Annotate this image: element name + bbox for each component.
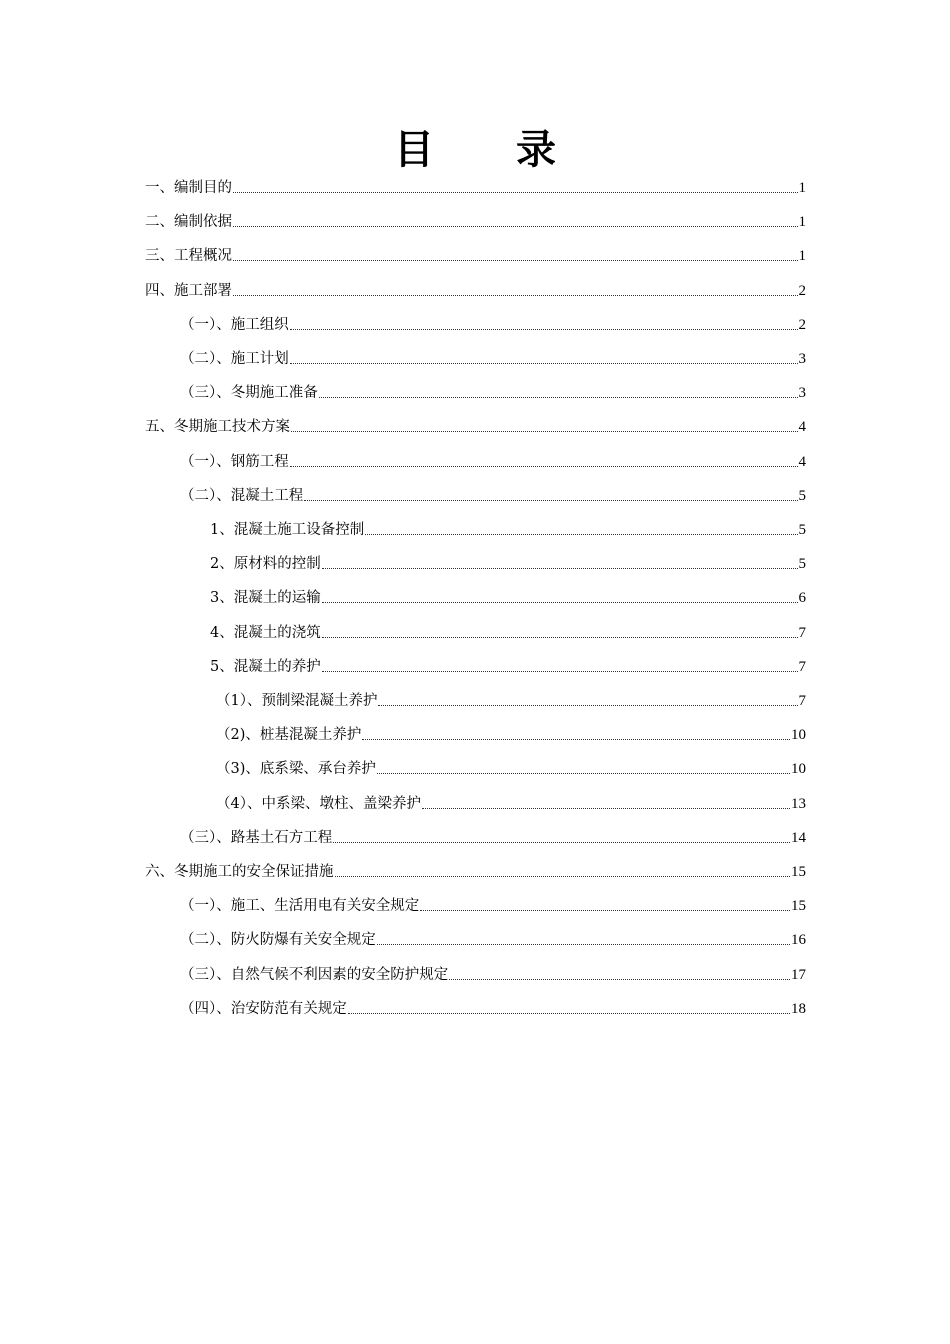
toc-entry-page-number: 7 (798, 624, 806, 641)
toc-entry-label: （一）、施工组织 (180, 316, 289, 333)
toc-entry-page-number: 7 (798, 658, 806, 675)
toc-entry-label: （四）、治安防范有关规定 (180, 1000, 347, 1017)
toc-dot-leader (322, 568, 798, 569)
toc-entry-label: 五、冬期施工技术方案 (145, 419, 290, 436)
toc-dot-leader (322, 671, 798, 672)
toc-entry-page-number: 1 (798, 214, 806, 231)
toc-entry-page-number: 18 (791, 1000, 806, 1017)
toc-entry-label: （三）、冬期施工准备 (180, 385, 318, 402)
toc-entry-label: （三）、路基土石方工程 (180, 829, 333, 846)
toc-entry-label: （1）、预制梁混凝土养护 (216, 693, 378, 709)
toc-dot-leader (348, 1013, 790, 1014)
toc-entry-label: （二）、施工计划 (180, 351, 289, 367)
toc-dot-leader (377, 773, 790, 774)
toc-entry[interactable] (216, 687, 806, 711)
toc-entry-page-number: 17 (791, 966, 806, 983)
toc-entry[interactable] (210, 550, 806, 574)
toc-entry-page-number: 15 (791, 864, 806, 880)
toc-entry-page-number: 3 (798, 385, 806, 402)
toc-entry[interactable] (180, 926, 806, 950)
toc-entry-page-number: 14 (791, 829, 806, 846)
toc-entry-label: （二）、防火防爆有关安全规定 (180, 932, 376, 949)
toc-dot-leader (233, 260, 798, 261)
toc-entry-page-number: 3 (798, 351, 806, 367)
toc-title: 目 录 (394, 127, 590, 173)
toc-entry-page-number: 4 (798, 419, 806, 436)
toc-entry[interactable] (145, 208, 806, 232)
toc-dot-leader (233, 226, 798, 227)
toc-dot-leader (290, 329, 798, 330)
toc-entry[interactable] (210, 584, 806, 608)
toc-entry[interactable] (145, 277, 806, 301)
toc-entry-label: 一、编制目的 (145, 180, 232, 196)
toc-entry-label: （4）、中系梁、墩柱、盖梁养护 (216, 795, 421, 812)
toc-entry-label: （2)、桩基混凝土养护 (216, 727, 362, 744)
toc-entry-page-number: 6 (798, 590, 806, 607)
toc-entry[interactable] (216, 755, 806, 779)
toc-entry[interactable] (210, 619, 806, 643)
toc-entry-label: （一）、施工、生活用电有关安全规定 (180, 898, 420, 915)
toc-entry-label: 四、施工部署 (145, 282, 232, 299)
toc-entry-page-number: 5 (798, 522, 806, 538)
toc-entry-page-number: 13 (791, 795, 806, 812)
toc-dot-leader (233, 192, 798, 193)
toc-dot-leader (362, 739, 790, 740)
toc-entry-page-number: 10 (791, 727, 806, 744)
toc-entry[interactable] (180, 311, 806, 335)
toc-entry[interactable] (216, 790, 806, 814)
toc-entry[interactable] (180, 482, 806, 506)
toc-entry[interactable] (210, 516, 806, 540)
toc-entry-page-number: 16 (791, 932, 806, 949)
toc-entry-label: 1、混凝土施工设备控制 (210, 522, 365, 538)
toc-dot-leader (322, 637, 798, 638)
toc-entry-label: （3)、底系梁、承台养护 (216, 761, 376, 778)
toc-entry-page-number: 2 (798, 316, 806, 333)
toc-dot-leader (290, 363, 798, 364)
toc-dot-leader (304, 500, 797, 501)
toc-entry-label: 5、混凝土的养护 (210, 658, 321, 675)
toc-entry-label: （二）、混凝土工程 (180, 487, 304, 504)
toc-dot-leader (333, 842, 790, 843)
toc-dot-leader (422, 808, 790, 809)
toc-entry[interactable] (180, 892, 806, 916)
toc-entry-page-number: 5 (798, 556, 806, 573)
toc-entry[interactable] (180, 448, 806, 472)
toc-entry-page-number: 2 (798, 282, 806, 299)
toc-entry[interactable] (180, 345, 806, 369)
toc-entry-label: 三、工程概况 (145, 248, 232, 265)
toc-dot-leader (378, 705, 797, 706)
toc-dot-leader (322, 602, 798, 603)
toc-entry-label: 4、混凝土的浇筑 (210, 624, 321, 641)
toc-entry-page-number: 15 (791, 898, 806, 915)
toc-entry-label: 3、混凝土的运输 (210, 590, 321, 607)
toc-dot-leader (319, 397, 798, 398)
toc-entry-page-number: 5 (798, 487, 806, 504)
toc-entry[interactable] (145, 242, 806, 266)
toc-entry[interactable] (180, 995, 806, 1019)
toc-entry[interactable] (180, 824, 806, 848)
toc-dot-leader (449, 979, 790, 980)
toc-dot-leader (365, 534, 797, 535)
toc-entry[interactable] (180, 961, 806, 985)
toc-entry-page-number: 1 (798, 180, 806, 196)
toc-entry[interactable] (180, 379, 806, 403)
toc-entry-label: （一）、钢筋工程 (180, 453, 289, 470)
toc-entry[interactable] (145, 858, 806, 882)
toc-entry[interactable] (145, 413, 806, 437)
toc-dot-leader (290, 466, 798, 467)
toc-entry[interactable] (145, 174, 806, 198)
toc-dot-leader (420, 910, 790, 911)
toc-entry-label: 六、冬期施工的安全保证措施 (145, 864, 334, 880)
toc-entry-page-number: 4 (798, 453, 806, 470)
toc-entry-page-number: 1 (798, 248, 806, 265)
toc-dot-leader (335, 876, 791, 877)
toc-dot-leader (233, 295, 798, 296)
toc-dot-leader (291, 431, 798, 432)
toc-entry-label: （三）、自然气候不利因素的安全防护规定 (180, 966, 449, 983)
toc-dot-leader (377, 944, 790, 945)
toc-entry[interactable] (210, 653, 806, 677)
toc-entry[interactable] (216, 721, 806, 745)
toc-entry-label: 二、编制依据 (145, 214, 232, 231)
toc-entry-page-number: 7 (798, 693, 806, 709)
toc-entry-page-number: 10 (791, 761, 806, 778)
toc-entry-label: 2、原材料的控制 (210, 556, 321, 573)
